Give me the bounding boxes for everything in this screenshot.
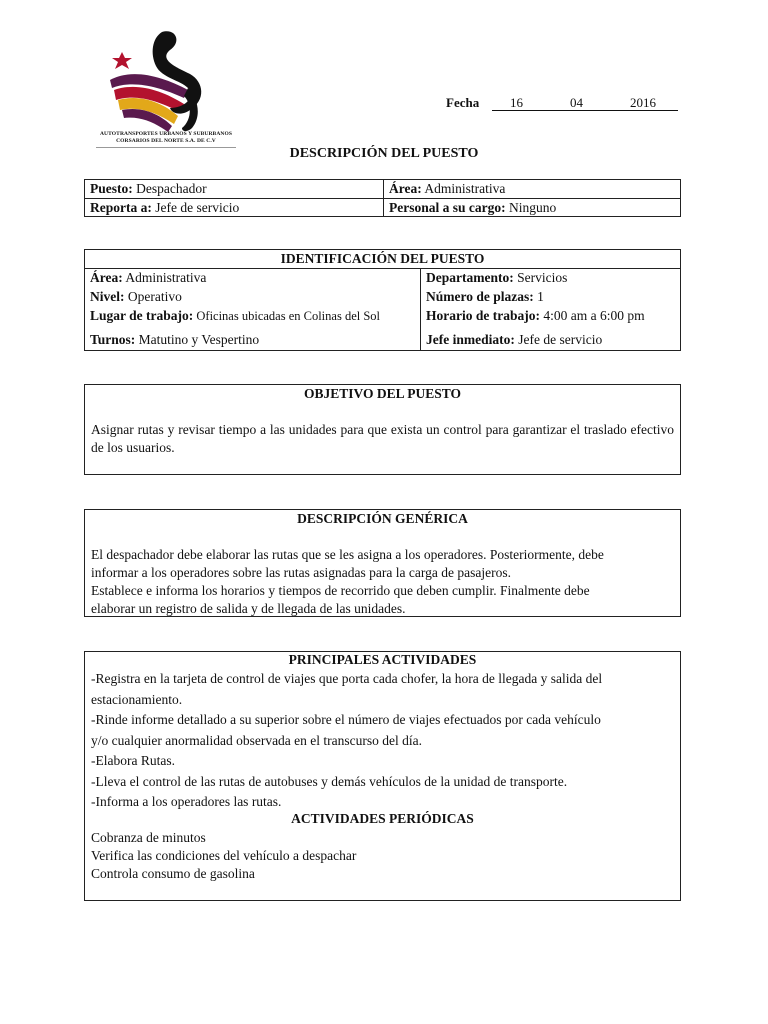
date-year: 2016: [630, 95, 656, 110]
date-label: Fecha: [446, 95, 480, 110]
turnos-label: Turnos:: [90, 332, 136, 347]
plazas-value: 1: [537, 289, 544, 304]
nivel-label: Nivel:: [90, 289, 125, 304]
personal-value: Ninguno: [508, 200, 557, 215]
personal-cell: [389, 200, 556, 216]
puesto-label: Puesto:: [90, 181, 133, 196]
departamento-value: Servicios: [517, 270, 568, 285]
jefe-cell: [426, 332, 602, 348]
puesto-cell: [90, 181, 207, 197]
periodicas-list: [91, 829, 674, 883]
company-name-line1: AUTOTRANSPORTES URBANOS Y SUBURBANOS: [99, 131, 233, 137]
plazas-cell: [426, 289, 544, 305]
descripcion-line: informar a los operadores sobre las rutas asignadas para la carga de pasajeros.: [91, 565, 511, 580]
horario-label: Horario de trabajo:: [426, 308, 540, 323]
reporta-value: Jefe de servicio: [155, 200, 240, 215]
descripcion-generica-section: [84, 509, 681, 617]
actividades-title: PRINCIPALES ACTIVIDADES: [288, 652, 477, 667]
objetivo-title: OBJETIVO DEL PUESTO: [303, 386, 462, 401]
id-area-cell: [90, 270, 206, 286]
descripcion-line: elaborar un registro de salida y de llegada de las unidades.: [91, 601, 406, 616]
identificacion-section: [84, 249, 681, 351]
list-item: -Lleva el control de las rutas de autobuses y demás vehículos de la unidad de transporte.: [91, 773, 568, 789]
objetivo-section: [84, 384, 681, 475]
date-day: 16: [510, 95, 523, 110]
personal-label: Personal a su cargo:: [389, 200, 506, 215]
descripcion-generica-title: DESCRIPCIÓN GENÉRICA: [297, 511, 468, 526]
lugar-cell: [90, 308, 380, 324]
jefe-value: Jefe de servicio: [518, 332, 603, 347]
reporta-cell: [90, 200, 239, 216]
horario-value: 4:00 am a 6:00 pm: [543, 308, 645, 323]
date-field: [446, 95, 680, 113]
lugar-label: Lugar de trabajo:: [90, 308, 194, 323]
nivel-value: Operativo: [127, 289, 182, 304]
list-item: Controla consumo de gasolina: [91, 866, 255, 881]
list-item: -Registra en la tarjeta de control de viajes que porta cada chofer, la hora de llegada y salida del: [91, 671, 603, 686]
list-item: Verifica las condiciones del vehículo a despachar: [91, 848, 357, 863]
summary-table: [84, 179, 681, 217]
list-item: -Informa a los operadores las rutas.: [91, 794, 282, 809]
jefe-label: Jefe inmediato:: [426, 332, 515, 347]
list-item: -Rinde informe detallado a su superior sobre el número de viajes efectuados por cada vehículo: [91, 712, 601, 727]
divider: [420, 268, 421, 350]
departamento-label: Departamento:: [426, 270, 514, 285]
date-month: 04: [570, 95, 583, 110]
id-area-label: Área:: [90, 270, 123, 285]
list-item: -Elabora Rutas.: [91, 753, 175, 768]
list-item: estacionamiento.: [91, 691, 183, 707]
area-label: Área:: [389, 181, 422, 196]
descripcion-line: Establece e informa los horarios y tiempos de recorrido que deben cumplir. Finalmente debe: [91, 583, 590, 598]
list-item: y/o cualquier anormalidad observada en el transcurso del día.: [91, 732, 423, 748]
identificacion-title: IDENTIFICACIÓN DEL PUESTO: [280, 251, 485, 266]
horario-cell: [426, 308, 645, 324]
plazas-label: Número de plazas:: [426, 289, 534, 304]
area-value: Administrativa: [424, 181, 506, 196]
periodicas-title: ACTIVIDADES PERIÓDICAS: [291, 811, 474, 826]
nivel-cell: [90, 289, 182, 305]
company-name-line2: CORSARIOS DEL NORTE S.A. DE C.V: [116, 138, 216, 144]
id-area-value: Administrativa: [125, 270, 207, 285]
divider: [383, 180, 384, 216]
descripcion-line: El despachador debe elaborar las rutas que se les asigna a los operadores. Posteriormente, debe: [91, 547, 604, 562]
departamento-cell: [426, 270, 567, 286]
turnos-cell: [90, 332, 259, 348]
objetivo-text: Asignar rutas y revisar tiempo a las unidades para que exista un control para garantizar el traslado efectivo de los usuarios.: [91, 422, 674, 455]
divider: [85, 268, 680, 269]
descripcion-generica-text: [91, 546, 674, 618]
lugar-value: Oficinas ubicadas en Colinas del Sol: [196, 309, 381, 323]
area-cell: [389, 181, 505, 197]
turnos-value: Matutino y Vespertino: [138, 332, 260, 347]
actividades-section: [84, 651, 681, 901]
reporta-label: Reporta a:: [90, 200, 152, 215]
list-item: Cobranza de minutos: [91, 830, 206, 845]
actividades-list: [91, 669, 674, 813]
puesto-value: Despachador: [136, 181, 207, 196]
document-title: DESCRIPCIÓN DEL PUESTO: [289, 146, 479, 161]
